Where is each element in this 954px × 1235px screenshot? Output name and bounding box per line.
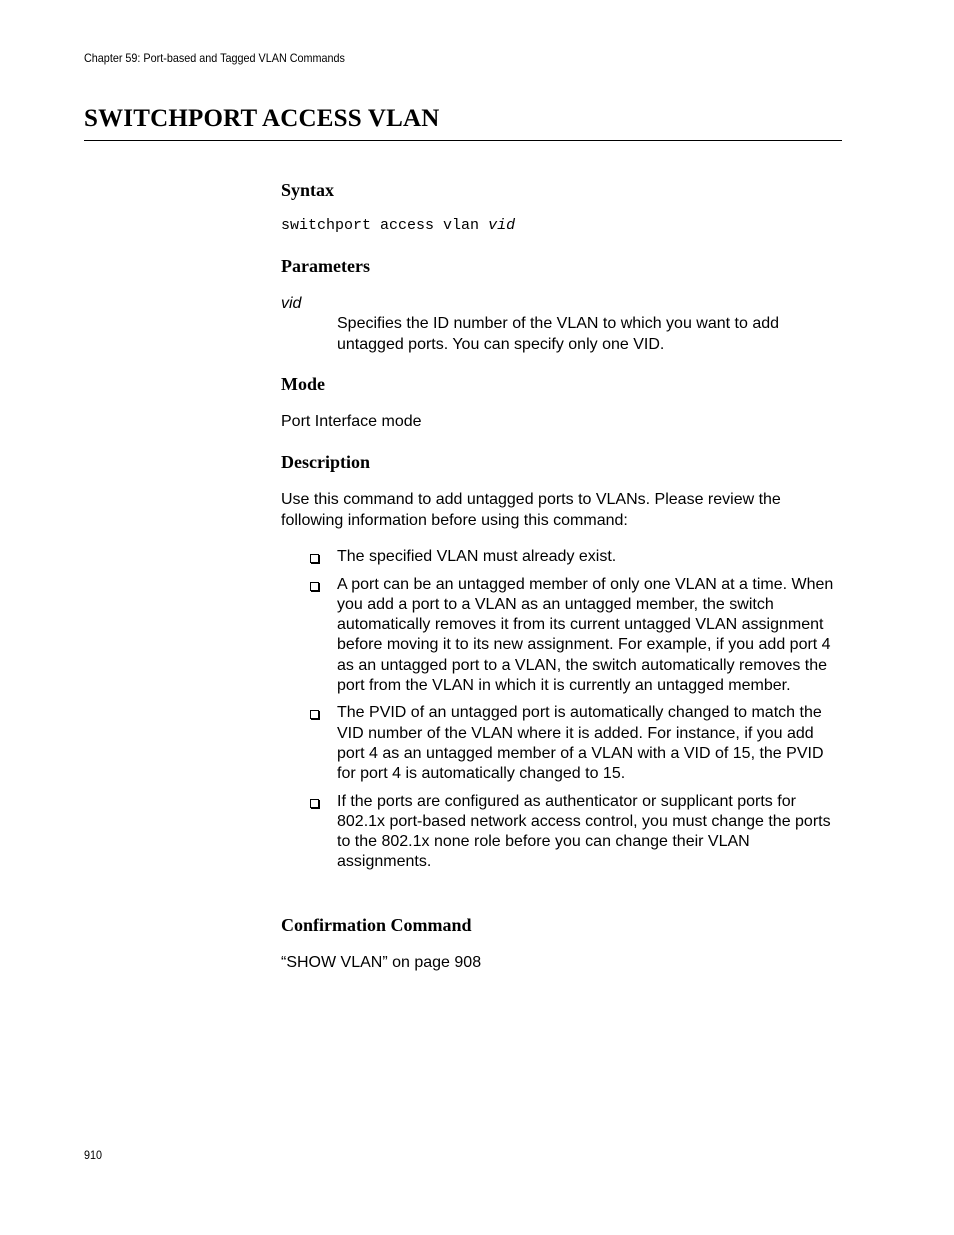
syntax-command xyxy=(281,217,515,234)
syntax-heading: Syntax xyxy=(281,180,335,200)
confirmation-link[interactable]: “SHOW VLAN” on page 908 xyxy=(281,954,482,971)
description-intro: Use this command to add untagged ports to VLANs. Please review the following information before using this command: xyxy=(281,491,781,529)
page-number: 910 xyxy=(84,1148,103,1162)
chapter-header: Chapter 59: Port-based and Tagged VLAN Commands xyxy=(84,51,345,65)
checkbox-bullet-icon xyxy=(310,799,319,808)
description-heading: Description xyxy=(281,452,370,472)
mode-heading: Mode xyxy=(281,374,325,394)
checkbox-bullet-icon xyxy=(310,710,319,719)
parameters-heading: Parameters xyxy=(281,256,370,276)
bullet-item xyxy=(309,792,844,873)
syntax-argument: vid xyxy=(488,217,516,234)
mode-text: Port Interface mode xyxy=(281,413,422,430)
bullet-item xyxy=(309,703,844,784)
description-bullet-list xyxy=(309,547,844,880)
bullet-item xyxy=(309,575,844,696)
parameter-description: Specifies the ID number of the VLAN to which you want to add untagged ports. You can specify only one VID. xyxy=(337,315,780,353)
bullet-item xyxy=(309,547,844,567)
syntax-command-text: switchport access vlan xyxy=(281,217,480,234)
parameter-name: vid xyxy=(281,295,302,312)
confirmation-heading: Confirmation Command xyxy=(281,915,472,935)
title-rule xyxy=(84,140,842,141)
bullet-text: The PVID of an untagged port is automatically changed to match the VID number of the VLAN where it is added. For instance, if you add port 4 as an untagged member of a VLAN with a VID of 15, the PVID for port 4 is automatically changed to 15. xyxy=(337,704,824,783)
bullet-text: A port can be an untagged member of only one VLAN at a time. When you add a port to a VLAN as an untagged member, the switch automatically removes it from its current untagged VLAN assignment before moving it to its new assignment. For example, if you add port 4 as an untagged port to a VLAN, the switch automatically removes the port from the VLAN in which it is currently an untagged member. xyxy=(337,575,834,694)
checkbox-bullet-icon xyxy=(310,554,319,563)
checkbox-bullet-icon xyxy=(310,582,319,591)
page-title: SWITCHPORT ACCESS VLAN xyxy=(84,105,440,132)
bullet-text: If the ports are configured as authenticator or supplicant ports for 802.1x port-based network access control, you must change the ports to the 802.1x none role before you can change their VLAN assignments. xyxy=(337,792,831,871)
bullet-text: The specified VLAN must already exist. xyxy=(337,548,617,565)
